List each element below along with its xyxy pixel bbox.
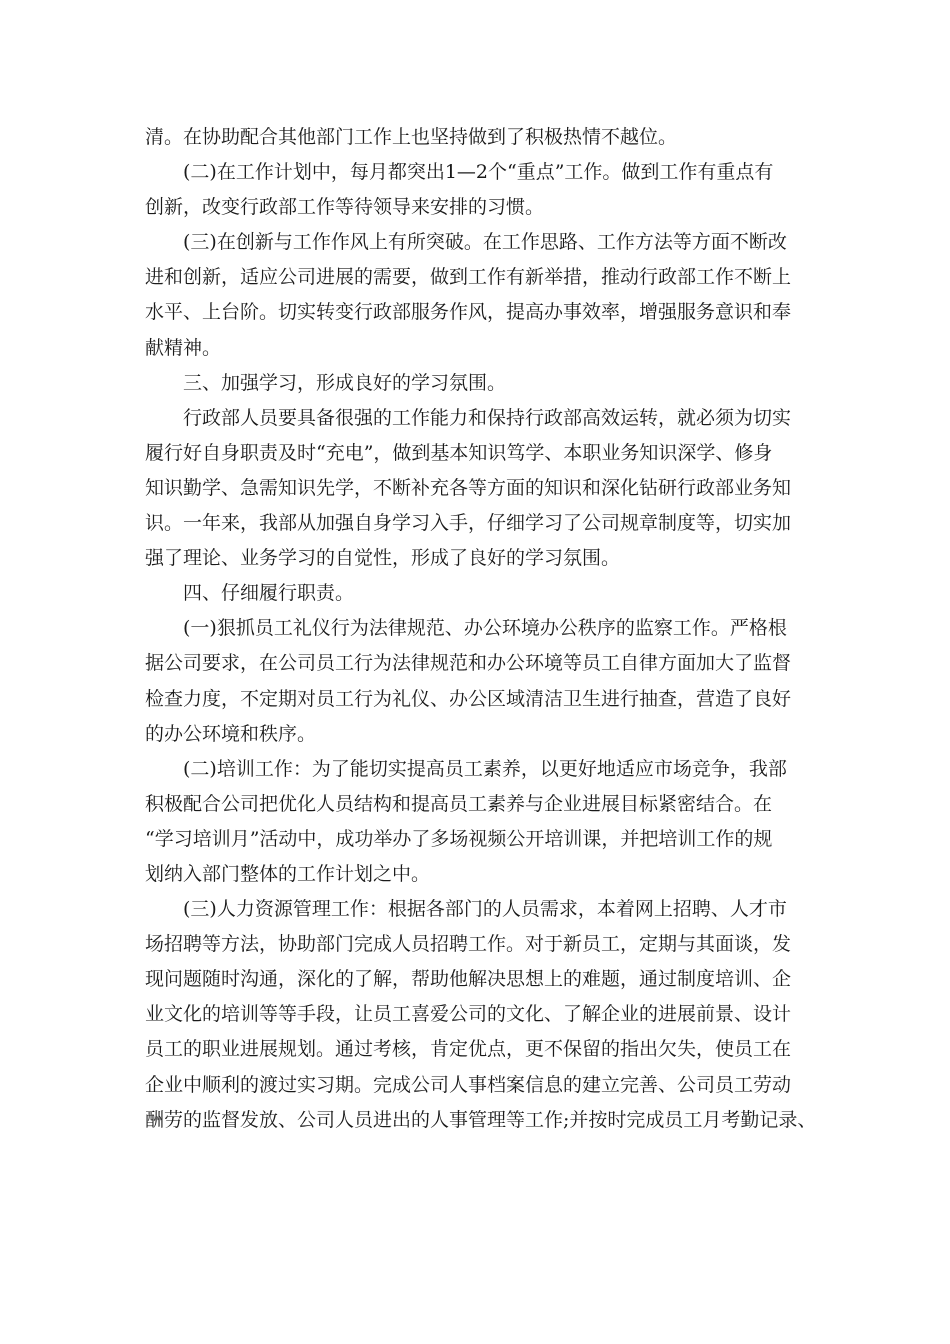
text-line: 行政部人员要具备很强的工作能力和保持行政部高效运转，就必须为切实 (183, 406, 792, 429)
text-line: (二)在工作计划中，每月都突出1—2个“重点”工作。做到工作有重点有 (183, 161, 774, 184)
section-heading: 四、仔细履行职责。 (183, 582, 355, 605)
text-line: 场招聘等方法，协助部门完成人员招聘工作。对于新员工，定期与其面谈，发 (145, 933, 792, 956)
text-line: 履行好自身职责及时“充电”，做到基本知识笃学、本职业务知识深学、修身 (145, 441, 773, 464)
section-heading: 三、加强学习，形成良好的学习氛围。 (183, 371, 507, 394)
text-line: 清。在协助配合其他部门工作上也坚持做到了积极热情不越位。 (145, 126, 678, 148)
text-line: 检查力度，不定期对员工行为礼仪、办公区域清洁卫生进行抽查，营造了良好 (145, 687, 792, 710)
text-line: 酬劳的监督发放、公司人员进出的人事管理等工作;并按时完成员工月考勤记录、 (145, 1108, 817, 1131)
text-line: 识。一年来，我部从加强自身学习入手，仔细学习了公司规章制度等，切实加 (145, 512, 792, 535)
text-line: 强了理论、业务学习的自觉性，形成了良好的学习氛围。 (145, 547, 621, 570)
text-line: 员工的职业进展规划。通过考核，肯定优点，更不保留的指出欠失，使员工在 (145, 1038, 792, 1061)
text-line: 企业中顺利的渡过实习期。完成公司人事档案信息的建立完善、公司员工劳动 (145, 1073, 792, 1096)
text-line: (三)在创新与工作作风上有所突破。在工作思路、工作方法等方面不断改 (183, 231, 787, 254)
text-line: 献精神。 (145, 336, 222, 359)
text-line: 的办公环境和秩序。 (145, 722, 317, 745)
body-text (145, 120, 825, 1138)
text-line: 水平、上台阶。切实转变行政部服务作风，提高办事效率，增强服务意识和奉 (145, 301, 792, 324)
text-line: 积极配合公司把优化人员结构和提高员工素养与企业进展目标紧密结合。在 (145, 792, 773, 815)
text-line: 创新，改变行政部工作等待领导来安排的习惯。 (145, 196, 545, 219)
text-line: “学习培训月”活动中，成功举办了多场视频公开培训课，并把培训工作的规 (145, 827, 773, 850)
text-line: (三)人力资源管理工作：根据各部门的人员需求，本着网上招聘、人才市 (183, 898, 787, 921)
text-line: 知识勤学、急需知识先学，不断补充各等方面的知识和深化钻研行政部业务知 (145, 476, 792, 499)
text-line: 业文化的培训等等手段，让员工喜爱公司的文化、了解企业的进展前景、设计 (145, 1003, 792, 1026)
text-line: 进和创新，适应公司进展的需要，做到工作有新举措，推动行政部工作不断上 (145, 266, 792, 289)
text-line: (一)狠抓员工礼仪行为法律规范、办公环境办公秩序的监察工作。严格根 (183, 617, 787, 640)
text-line: (二)培训工作：为了能切实提高员工素养，以更好地适应市场竞争，我部 (183, 757, 787, 780)
text-line: 现问题随时沟通，深化的了解，帮助他解决思想上的难题，通过制度培训、企 (145, 968, 792, 991)
text-line: 据公司要求，在公司员工行为法律规范和办公环境等员工自律方面加大了监督 (145, 652, 792, 675)
text-line: 划纳入部门整体的工作计划之中。 (145, 862, 431, 885)
